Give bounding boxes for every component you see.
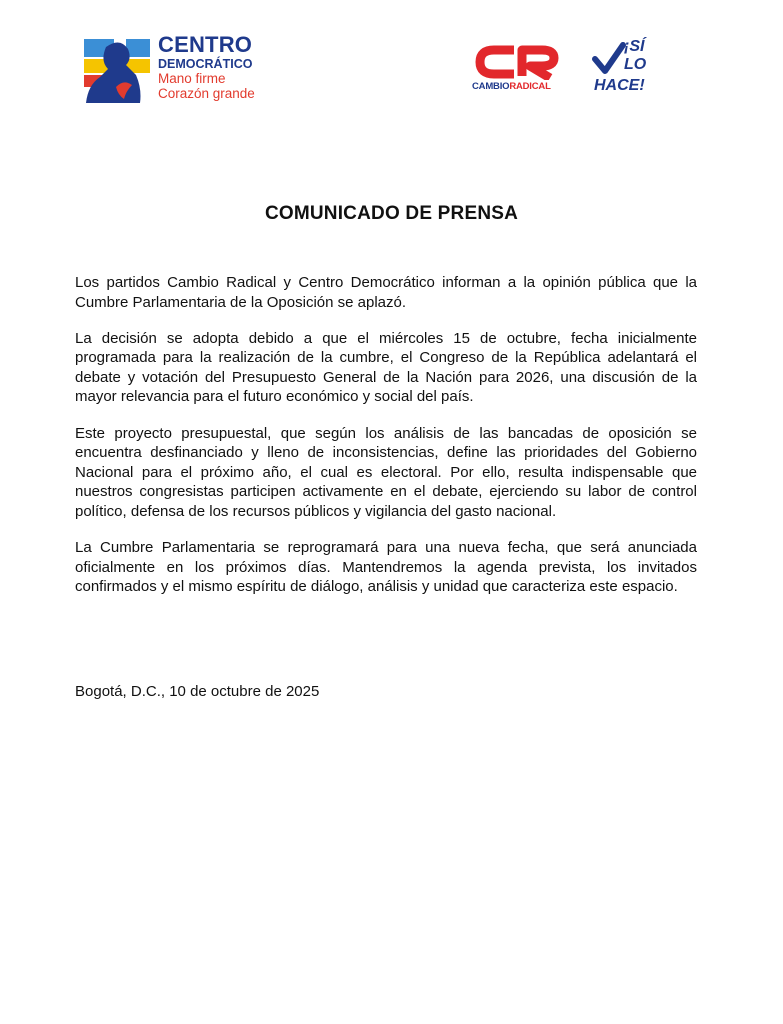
checkmark-icon <box>592 42 626 76</box>
cambio-radical-logo <box>468 44 572 96</box>
cambio-radical-wordmark <box>472 81 551 92</box>
place-and-date: Bogotá, D.C., 10 de octubre de 2025 <box>75 683 320 700</box>
cd-tagline-line2: Corazón grande <box>158 86 255 101</box>
press-release-body <box>75 273 697 613</box>
paragraph-2: La decisión se adopta debido a que el miércoles 15 de octubre, fecha inicialmente programada para la realización de la cumbre, el Congreso de la República adelantará el debate y votación del Presupuesto General de la Nación para 2026, una discusión de la mayor relevancia para el futuro económico y social del país. <box>75 329 697 406</box>
cr-word-cambio: CAMBIO <box>472 81 510 92</box>
lo-text: LO <box>624 56 647 73</box>
centro-democratico-emblem-icon <box>82 35 152 105</box>
cambio-radical-cr-icon <box>468 44 572 80</box>
hace-text: HACE! <box>594 77 645 94</box>
cd-name-line2: DEMOCRÁTICO <box>158 57 253 71</box>
si-text: ¡SÍ <box>624 38 645 55</box>
paragraph-1: Los partidos Cambio Radical y Centro Democrático informan a la opinión pública que la Cumbre Parlamentaria de la Oposición se aplazó. <box>75 274 697 311</box>
cr-word-radical: RADICAL <box>509 81 551 92</box>
paragraph-3: Este proyecto presupuestal, que según los análisis de las bancadas de oposición se encuentra desfinanciado y lleno de inconsistencias, define las prioridades del Gobierno Nacional para el próximo año, el cual es electoral. Por ello, resulta indispensable que nuestros congresistas participen activamente en el debate, ejerciendo su labor de control político, defensa de los recursos públicos y vigilancia del gasto nacional. <box>75 424 697 520</box>
cd-name-line1: CENTRO <box>158 32 253 57</box>
cd-tagline-line1: Mano firme <box>158 71 226 86</box>
paragraph-4: La Cumbre Parlamentaria se reprogramará para una nueva fecha, que será anunciada oficialmente en los próximos días. Mantendremos la agenda prevista, los invitados confirmados y el mismo espíritu de diálogo, análisis y unidad que caracteriza este espacio. <box>75 539 697 596</box>
centro-democratico-logo <box>82 33 272 108</box>
si-lo-hace-logo <box>592 38 662 98</box>
press-release-title: COMUNICADO DE PRENSA <box>264 203 519 224</box>
